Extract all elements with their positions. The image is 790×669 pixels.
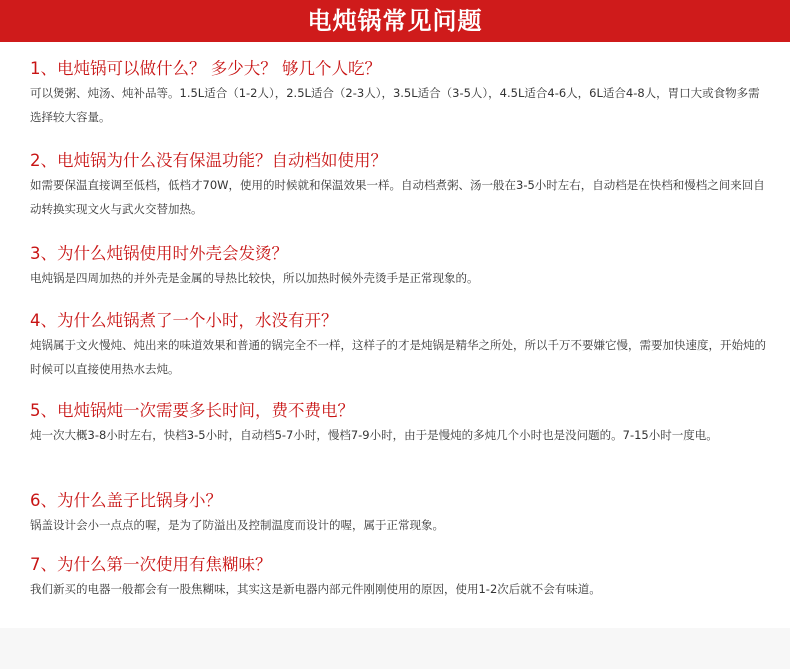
faq-question: 4、为什么炖锅煮了一个小时，水没有开？ bbox=[30, 311, 338, 330]
footer-band bbox=[0, 628, 790, 669]
faq-answer: 炖一次大概3-8小时左右，快档3-5小时，自动档5-7小时，慢档7-9小时，由于是慢炖的多炖几个小时也是没问题的。7-15小时一度电。 bbox=[30, 428, 718, 442]
page-title: 电炖锅常见问题 bbox=[307, 7, 483, 35]
faq-answer: 如需要保温直接调至低档，低档才70W，使用的时候就和保温效果一样。自动档煮粥、汤一般在3-5小时左右，自动档是在快档和慢档之间来回自动转换实现文火与武火交替加热。 bbox=[30, 178, 765, 216]
faq-item-6 bbox=[30, 490, 770, 537]
faq-item-2 bbox=[30, 150, 770, 221]
faq-answer: 锅盖设计会小一点点的喔，是为了防溢出及控制温度而设计的喔，属于正常现象。 bbox=[30, 518, 444, 532]
faq-question: 1、电炖锅可以做什么？ 多少大？ 够几个人吃？ bbox=[30, 59, 381, 78]
faq-question: 6、为什么盖子比锅身小？ bbox=[30, 491, 222, 510]
faq-question: 3、为什么炖锅使用时外壳会发烫？ bbox=[30, 244, 288, 263]
page-header bbox=[0, 0, 790, 42]
faq-question: 2、电炖锅为什么没有保温功能？自动档如使用？ bbox=[30, 151, 387, 170]
faq-item-1 bbox=[30, 58, 770, 129]
faq-question: 5、电炖锅炖一次需要多长时间，费不费电？ bbox=[30, 401, 354, 420]
faq-question: 7、为什么第一次使用有焦糊味？ bbox=[30, 555, 272, 574]
faq-answer: 电炖锅是四周加热的并外壳是金属的导热比较快，所以加热时候外壳烫手是正常现象的。 bbox=[30, 271, 479, 285]
faq-item-7 bbox=[30, 554, 770, 601]
faq-answer: 我们新买的电器一般都会有一股焦糊味，其实这是新电器内部元件刚刚使用的原因，使用1-2次后就不会有味道。 bbox=[30, 582, 601, 596]
faq-item-5 bbox=[30, 400, 770, 447]
faq-answer: 可以煲粥、炖汤、炖补品等。1.5L适合（1-2人），2.5L适合（2-3人），3.5L适合（3-5人），4.5L适合4-6人，6L适合4-8人，胃口大或食物多需选择较大容量。 bbox=[30, 86, 760, 124]
faq-item-4 bbox=[30, 310, 770, 381]
faq-answer: 炖锅属于文火慢炖、炖出来的味道效果和普通的锅完全不一样，这样子的才是炖锅是精华之所处，所以千万不要嫌它慢，需要加快速度，开始炖的时候可以直接使用热水去炖。 bbox=[30, 338, 766, 376]
faq-item-3 bbox=[30, 243, 770, 290]
